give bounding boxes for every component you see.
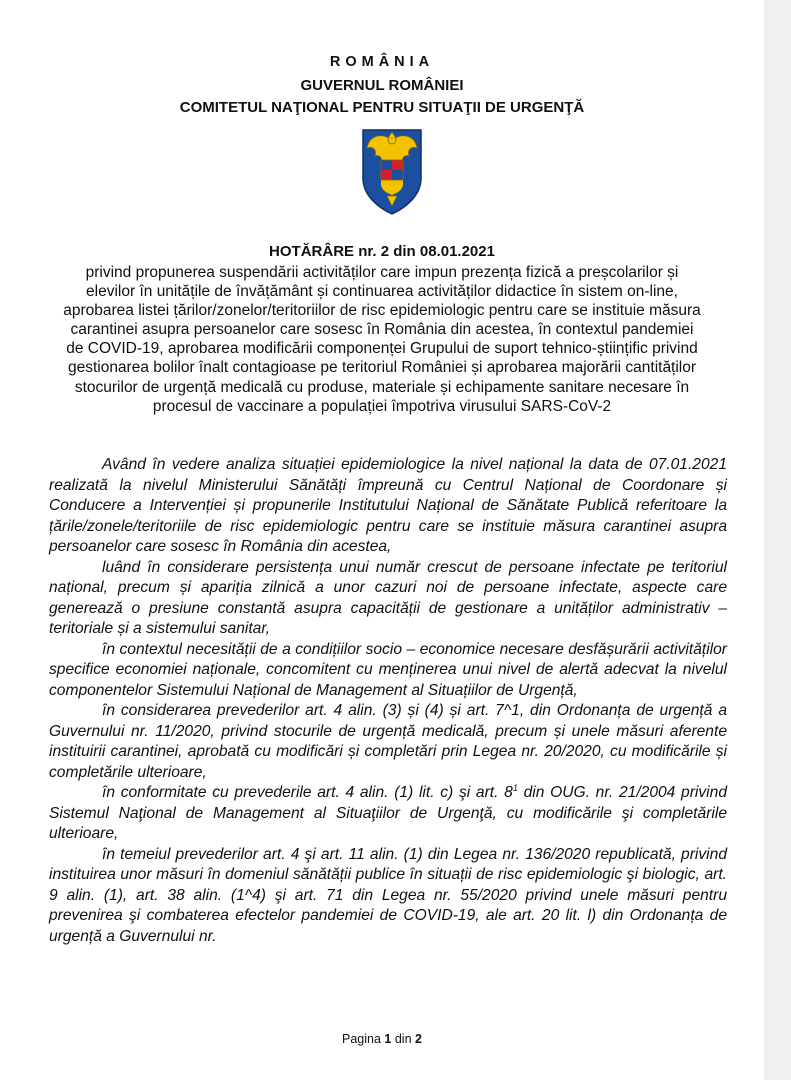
body-paragraph-part: din OUG. nr. 21/2004 privind Sistemul Naţional de Management al Situaţiilor de Urgenţă, cu modificările şi completările ulterioare, (49, 784, 727, 842)
total-pages: 2 (415, 1032, 422, 1046)
page-label: Pagina (342, 1032, 381, 1046)
decision-title: HOTĂRÂRE nr. 2 din 08.01.2021 (269, 243, 495, 260)
decision-body (49, 455, 727, 947)
superscript: 1 (512, 782, 518, 793)
page-number (0, 1032, 764, 1046)
current-page: 1 (384, 1032, 392, 1046)
government-heading: GUVERNUL ROMÂNIEI (300, 77, 464, 94)
country-heading: ROMÂNIA (329, 54, 435, 70)
body-paragraph: Având în vedere analiza situației epidemiologice la nivel național la data de 07.01.2021 realizată la nivelul Ministerului Sănătăți împreună cu Centrul Național de Coordonare și Conducere a Intervenției și propunerile Institutului Național de Sănătate Publică referitoare la țările/zonele/teritoriile de risc epidemiologic pentru care se instituie măsura carantinei asupra persoanelor care sosesc în România din acestea, (49, 456, 727, 555)
body-paragraph (49, 783, 727, 845)
romania-coat-of-arms-icon (357, 126, 427, 216)
decision-subject: privind propunerea suspendării activităților care impun prezența fizică a preșcolarilor și elevilor în unitățile de învățământ și continuarea activităților didactice în sistem on-line, aprobarea listei țărilor/zonelor/teritoriilor de risc epidemiologic pentru care se instituie măsura carantinei asupra persoanelor care sosesc în România din acestea, în contextul pandemiei de COVID-19, aprobarea modificării componenței Grupului de suport tehnico-științific privind gestionarea bolilor înalt contagioase pe teritoriul României și aprobarea majorării cantităților stocurilor de urgență medicală cu produse, materiale și echipamente sanitare necesare în procesul de vaccinare a populației împotriva virusului SARS-CoV-2 (63, 264, 701, 415)
body-paragraph: în temeiul prevederilor art. 4 şi art. 11 alin. (1) din Legea nr. 136/2020 republicată, privind instituirea unor măsuri în domeniul sănătății publice în situații de risc epidemiologic şi biologic, art. 9 alin. (1), art. 38 alin. (1^4) şi art. 71 din Legea nr. 55/2020 privind unele măsuri pentru prevenirea şi combaterea efectelor pandemiei de COVID-19, ale art. 20 lit. l) din Ordonanța de urgență a Guvernului nr. (49, 845, 727, 945)
body-paragraph-part: în conformitate cu prevederile art. 4 alin. (1) lit. c) şi art. 8 (102, 784, 513, 801)
body-paragraph: în contextul necesității de a condițiilor socio – economice necesare desfășurării activităților specifice economiei naționale, concomitent cu menținerea unui nivel de alertă adecvat la nivelul componentelor Sistemului Național de Management al Situațiilor de Urgență, (49, 640, 727, 699)
body-paragraph: luând în considerare persistența unui număr crescut de persoane infectate pe teritoriul național, precum și apariția zilnică a unor cazuri noi de persoane infectate, aspecte care generează o presiune constantă asupra capacității de gestionare a unităților administrativ – teritoriale și a sistemului sanitar, (49, 558, 727, 637)
body-paragraph: în considerarea prevederilor art. 4 alin. (3) și (4) și art. 7^1, din Ordonanța de urgență a Guvernului nr. 11/2020, privind stocurile de urgență medicală, precum și unele măsuri aferente instituirii carantinei, aprobată cu modificări și completări prin Legea nr. 20/2020, cu modificările și completările ulterioare, (49, 702, 727, 781)
committee-heading: COMITETUL NAŢIONAL PENTRU SITUAŢII DE URGENŢĂ (179, 99, 585, 116)
scrollbar-gutter[interactable] (764, 0, 791, 1080)
page-separator: din (394, 1032, 412, 1046)
